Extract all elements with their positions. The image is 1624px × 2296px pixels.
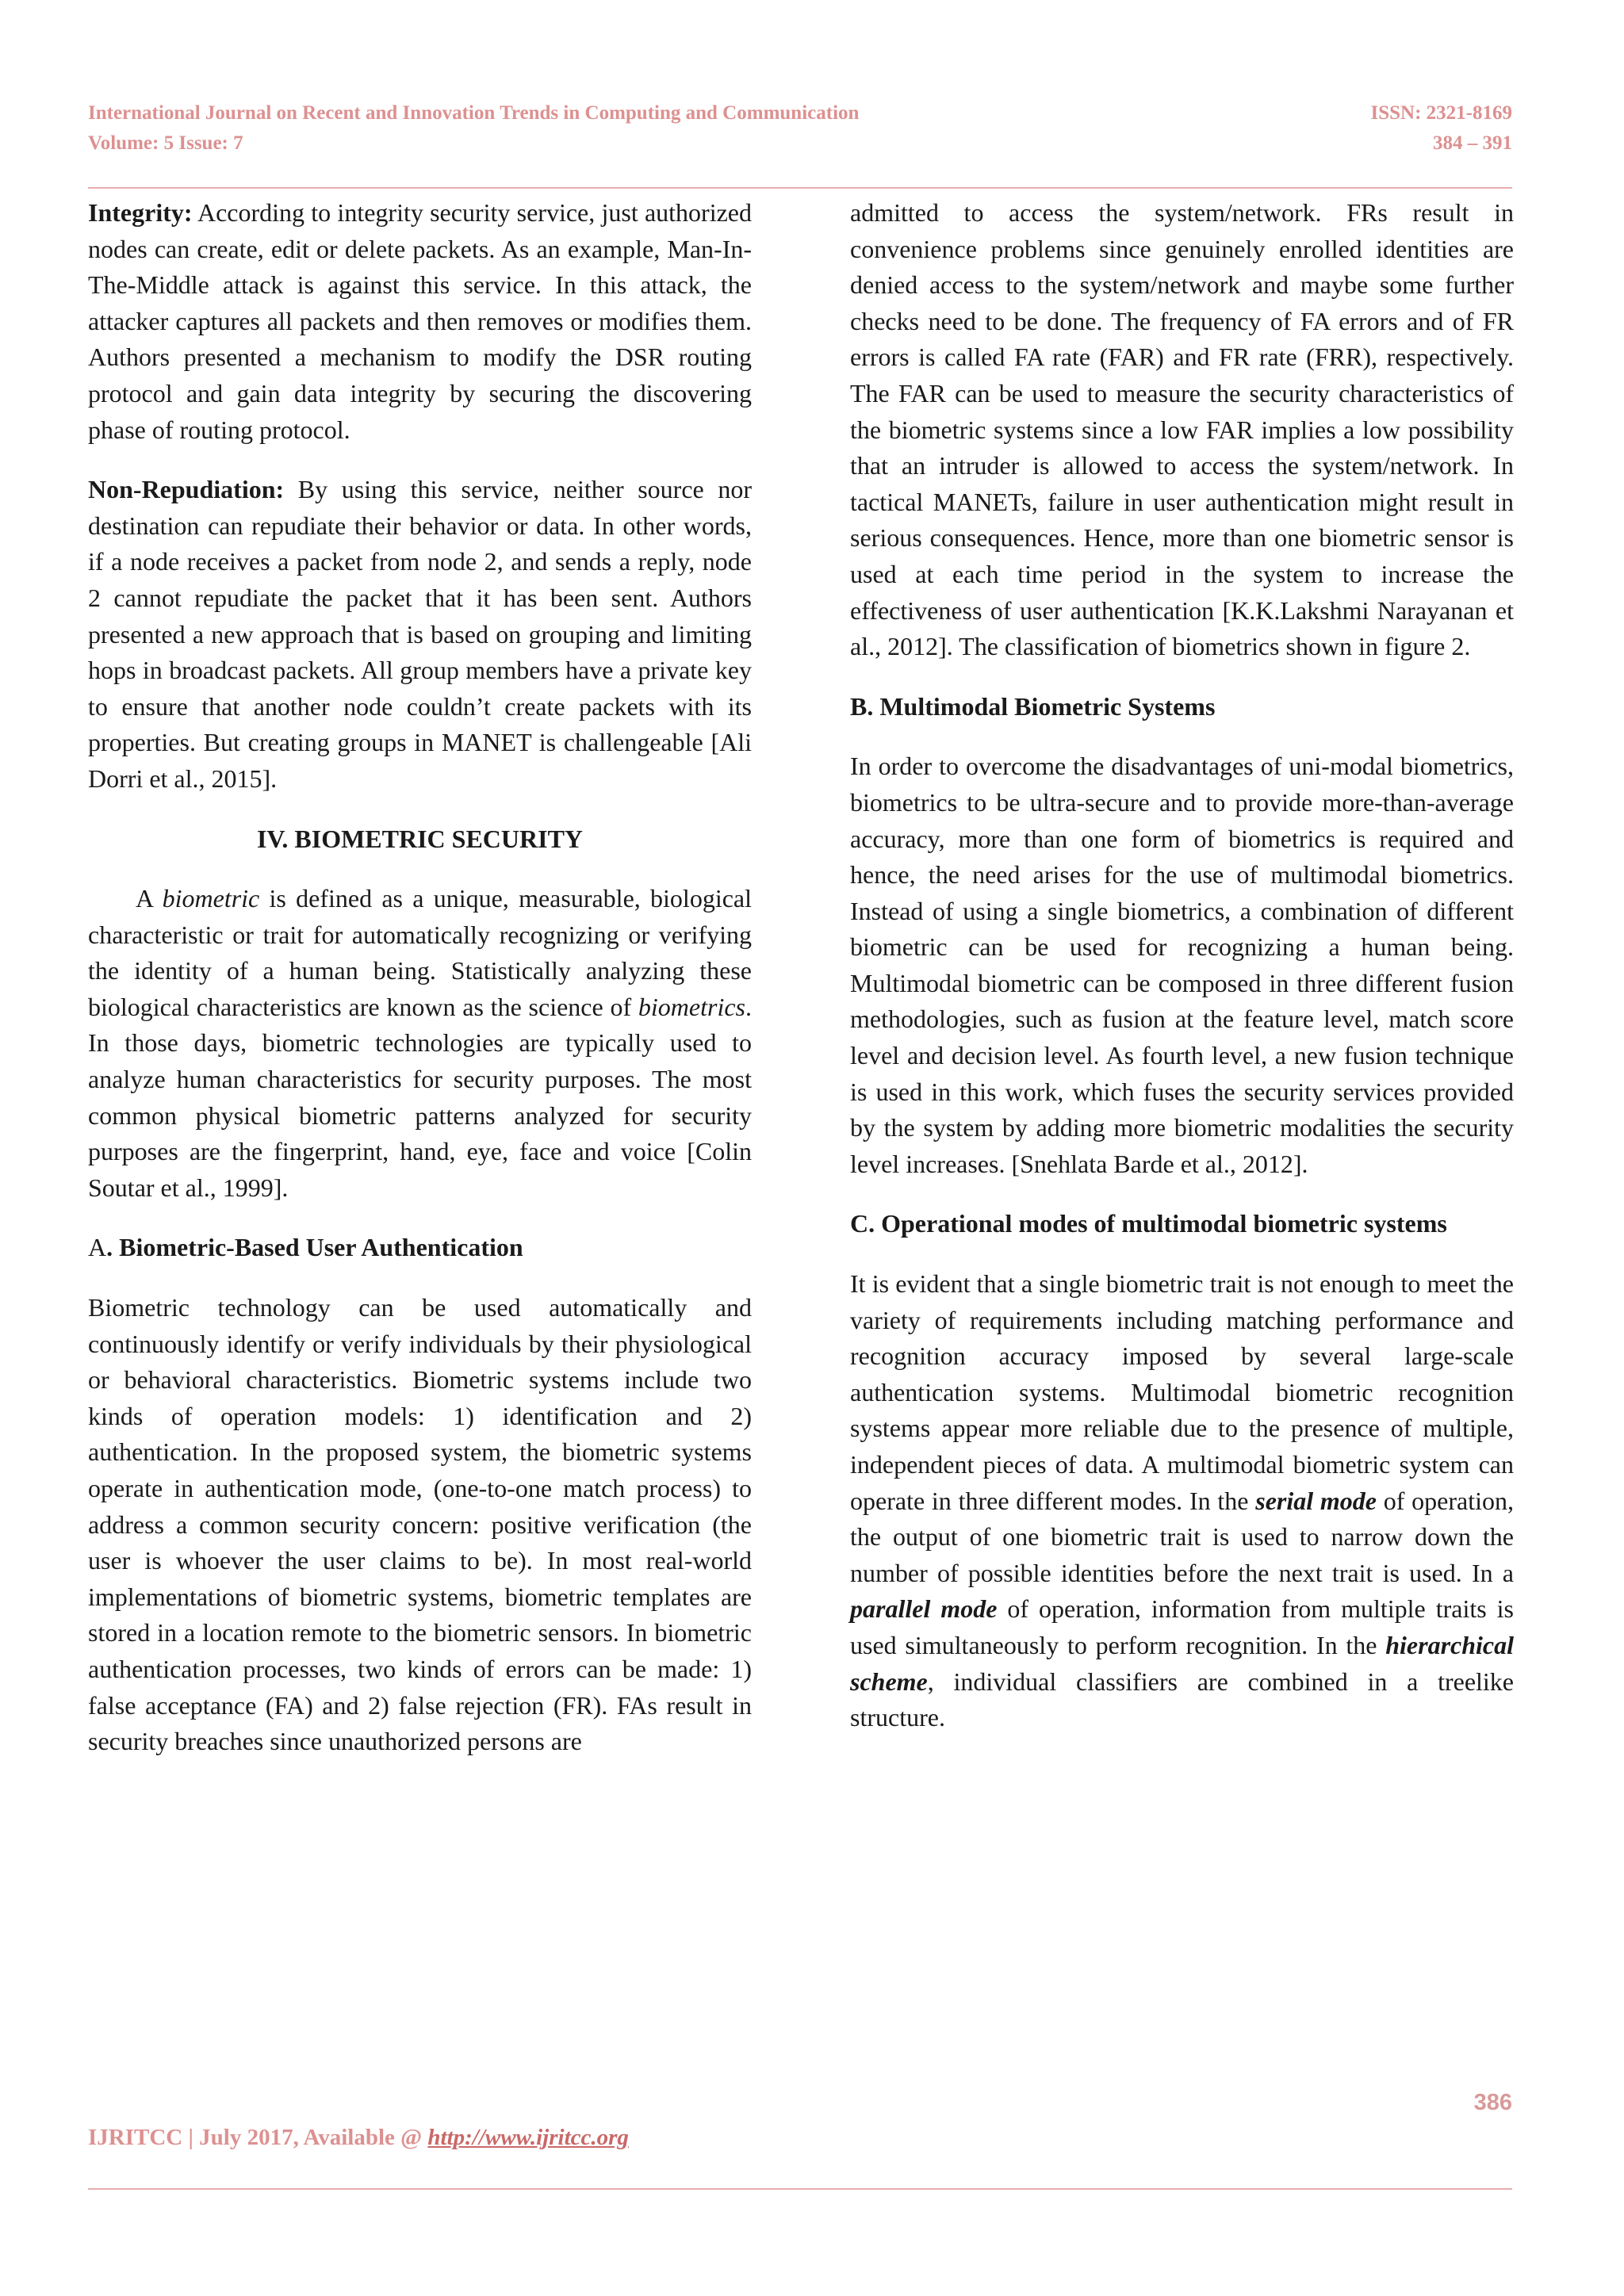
journal-link[interactable]: http://www.ijritcc.org: [427, 2125, 629, 2150]
right-column: [850, 195, 1514, 1760]
subsection-a-paragraph: Biometric technology can be used automatically and continuously identify or verify individuals by their physiological or behavioral characteristics. Biometric systems include two kinds of operation models: 1) identification and 2) authentication. In the proposed system, the biometric systems operate in authentication mode, (one-to-one match process) to address a common security concern: positive verification (the user is whoever the user claims to be). In most real-world implementations of biometric systems, biometric templates are stored in a location remote to the biometric sensors. In biometric authentication processes, two kinds of errors can be made: 1) false acceptance (FA) and 2) false rejection (FR). FAs result in security breaches since unauthorized persons are: [88, 1293, 752, 1756]
nonrepudiation-paragraph: Non-Repudiation: By using this service, neither source nor destination can repudiate their behavior or data. In other words, if a node receives a packet from node 2, and sends a reply, node 2 cannot repudiate the packet that it has been sent. Authors presented a new approach that is based on grouping and limiting hops in broadcast packets. All group members have a private key to ensure that another node couldn’t create packets with its properties. But creating groups in MANET is challengeable [Ali Dorri et al., 2015].: [88, 475, 752, 793]
header-divider: [88, 187, 1512, 189]
page-number: 386: [1473, 2090, 1512, 2115]
journal-title: International Journal on Recent and Innovation Trends in Computing and Communication: [88, 102, 860, 124]
integrity-label: Integrity:: [88, 198, 193, 227]
biometric-definition-paragraph: A biometric is defined as a unique, measurable, biological characteristic or trait for automatically recognizing or verifying the identity of a human being. Statistically analyzing these biological characteristics are known as the science of biometrics. In those days, biometric technologies are typically used to analyze human characteristics for security purposes. The most common physical biometric patterns analyzed for security purposes are the fingerprint, hand, eye, face and voice [Colin Soutar et al., 1999].: [88, 884, 753, 1202]
volume-issue: Volume: 5 Issue: 7: [88, 132, 243, 154]
issn: ISSN: 2321-8169: [1370, 102, 1512, 124]
subsection-c-heading: C. Operational modes of multimodal biometric systems: [850, 1209, 1447, 1238]
page-range: 384 – 391: [1433, 132, 1512, 154]
page-header: [88, 98, 1512, 159]
subsection-b-paragraph: In order to overcome the disadvantages of uni-modal biometrics, biometrics to be ultra-secure and to provide more-than-average accuracy, more than one form of biometrics is required and hence, the need arises for the use of multimodal biometrics. Instead of using a single biometrics, a combination of different biometric can be used for recognizing a human being. Multimodal biometric can be composed in three different fusion methodologies, such as fusion at the feature level, match score level and decision level. As fourth level, a new fusion technique is used in this work, which fuses the security services provided by the system by adding more biometric modalities the security level increases. [Snehlata Barde et al., 2012].: [850, 752, 1514, 1178]
left-column: [88, 195, 752, 1784]
integrity-paragraph: Integrity: According to integrity security service, just authorized nodes can create, edit or delete packets. As an example, Man-In-The-Middle attack is against this service. In this attack, the attacker captures all packets and then removes or modifies them. Authors presented a mechanism to modify the DSR routing protocol and gain data integrity by securing the discovering phase of routing protocol.: [88, 198, 752, 444]
continued-paragraph: admitted to access the system/network. FRs result in convenience problems since genuinely enrolled identities are denied access to the system/network and maybe some further checks need to be done. The frequency of FA errors and of FR errors is called FA rate (FAR) and FR rate (FRR), respectively. The FAR can be used to measure the security characteristics of the biometric systems since a low FAR implies a low possibility that an intruder is allowed to access the system/network. In tactical MANETs, failure in user authentication might result in serious consequences. Hence, more than one biometric sensor is used at each time period in the system to increase the effectiveness of user authentication [K.K.Lakshmi Narayanan et al., 2012]. The classification of biometrics shown in figure 2.: [850, 198, 1514, 661]
footer-credit: IJRITCC | July 2017, Available @ http://www.ijritcc.org: [88, 2125, 629, 2150]
section-heading: IV. BIOMETRIC SECURITY: [256, 824, 584, 853]
nonrepudiation-label: Non-Repudiation:: [88, 475, 285, 504]
footer-divider: [88, 2188, 1512, 2190]
subsection-a-heading: A. Biometric-Based User Authentication: [88, 1233, 523, 1262]
subsection-b-heading: B. Multimodal Biometric Systems: [850, 691, 1216, 721]
subsection-c-paragraph: It is evident that a single biometric trait is not enough to meet the variety of requirements including matching performance and recognition accuracy imposed by several large-scale authentication systems. Multimodal biometric recognition systems appear more reliable due to the presence of multiple, independent pieces of data. A multimodal biometric system can operate in three different modes. In the serial mode of operation, the output of one biometric trait is used to narrow down the number of possible identities before the next trait is used. In a parallel mode of operation, information from multiple traits is used simultaneously to perform recognition. In the hierarchical scheme, individual classifiers are combined in a treelike structure.: [850, 1269, 1515, 1732]
